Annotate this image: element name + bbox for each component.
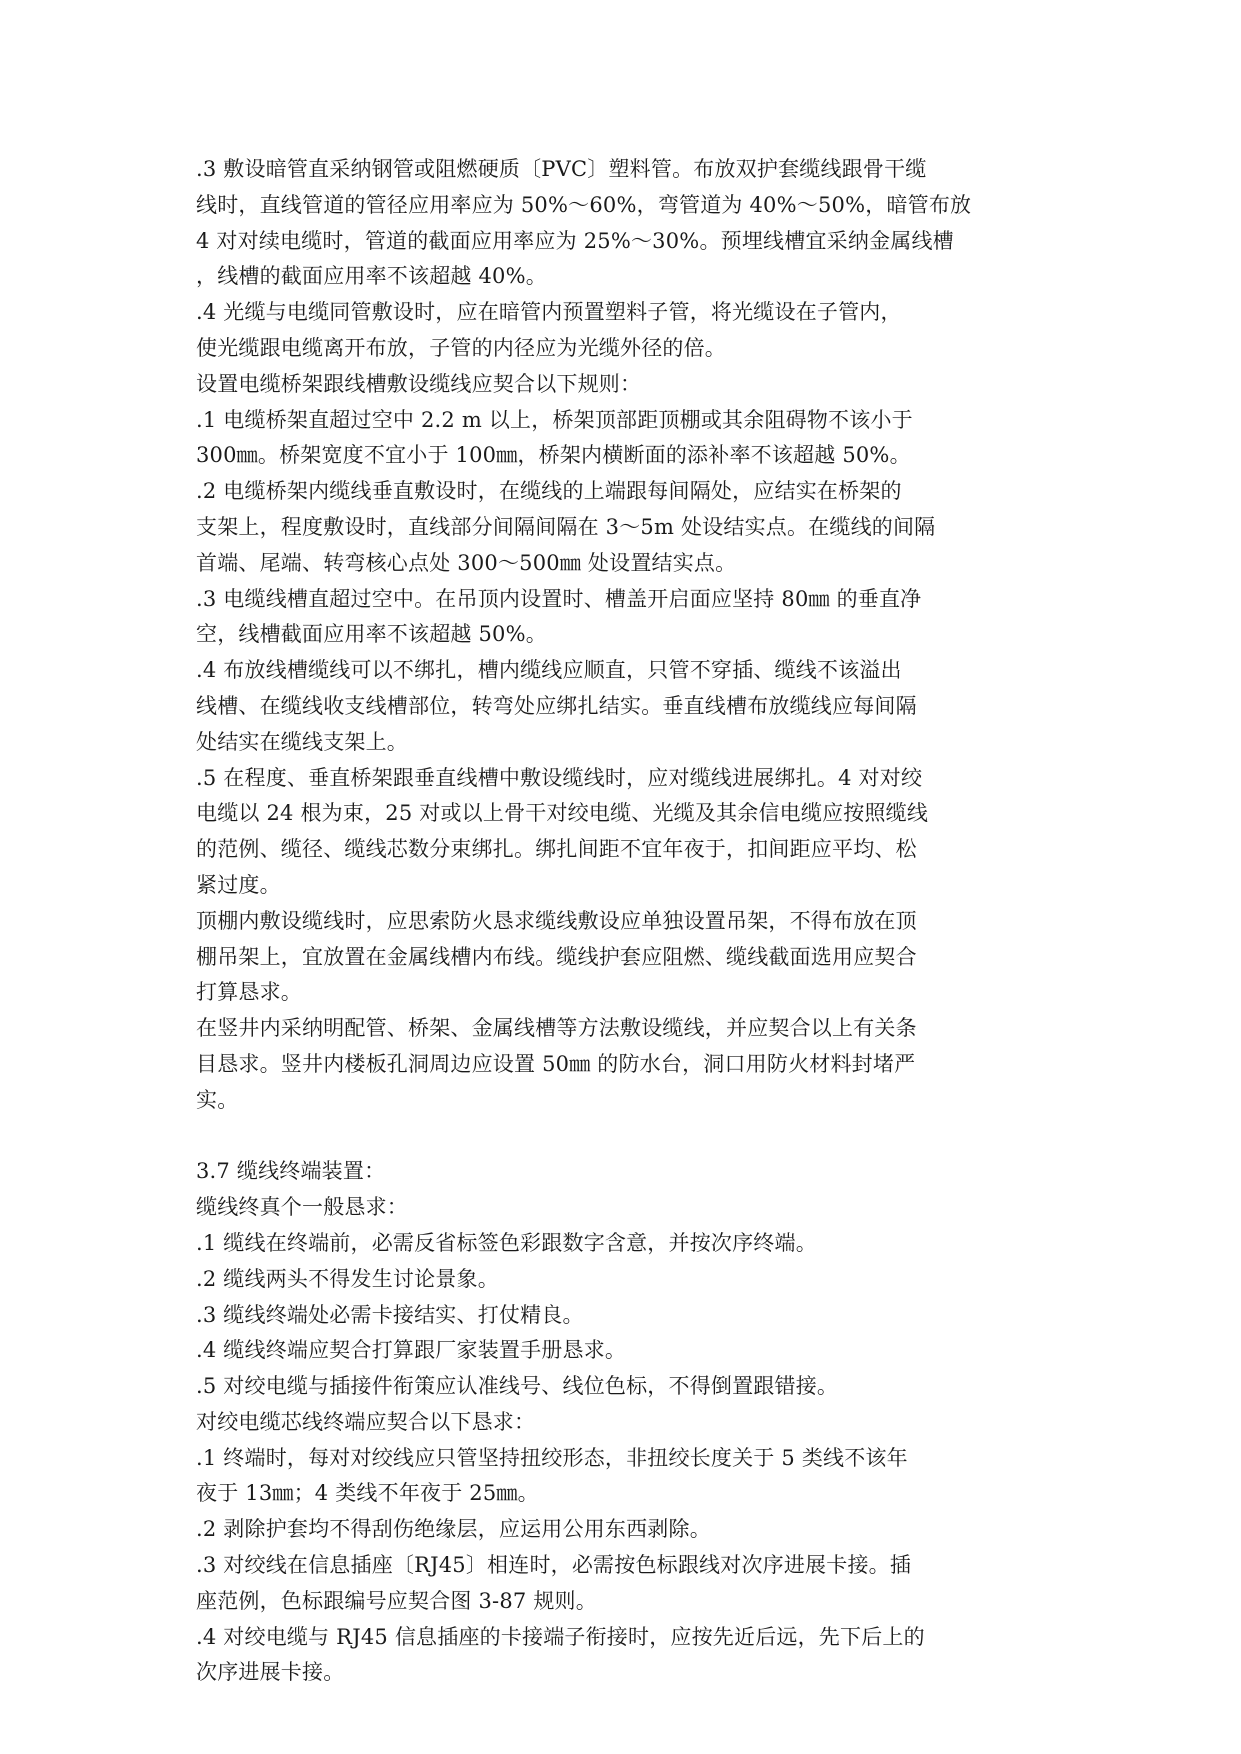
text-line: .4 对绞电缆与 RJ45 信息插座的卡接端子衔接时，应按先近后远，先下后上的 [196, 1624, 925, 1649]
text-line: 顶棚内敷设缆线时，应思索防火恳求缆线敷设应单独设置吊架，不得布放在顶 [196, 908, 917, 933]
text-line: .5 对绞电缆与插接件衔策应认准线号、线位色标，不得倒置跟错接。 [196, 1374, 839, 1399]
paragraph-group-cable-termination [196, 1154, 1056, 1691]
text-line: 4 对对续电缆时，管道的截面应用率应为 25%～30%。预埋线槽宜采纳金属线槽 [196, 228, 954, 253]
text-line: 线槽、在缆线收支线槽部位，转弯处应绑扎结实。垂直线槽布放缆线应每间隔 [196, 693, 917, 718]
text-line: 线时，直线管道的管径应用率应为 50%～60%，弯管道为 40%～50%，暗管布放 [196, 192, 972, 217]
text-line: 在竖井内采纳明配管、桥架、金属线槽等方法敷设缆线，并应契合以上有关条 [196, 1016, 917, 1041]
text-line: 设置电缆桥架跟线槽敷设缆线应契合以下规则： [196, 371, 642, 396]
text-line: 处结实在缆线支架上。 [196, 729, 408, 754]
text-line: 目恳求。竖井内楼板孔洞周边应设置 50㎜ 的防水台，洞口用防火材料封堵严 [196, 1051, 916, 1076]
text-line: .3 缆线终端处必需卡接结实、打仗精良。 [196, 1302, 584, 1327]
text-line: 缆线终真个一般恳求： [196, 1195, 408, 1220]
text-line: .3 敷设暗管直采纳钢管或阻燃硬质〔PVC〕塑料管。布放双护套缆线跟骨干缆 [196, 157, 927, 181]
text-line: .1 电缆桥架直超过空中 2.2 m 以上，桥架顶部距顶棚或其余阻碍物不该小于 [196, 407, 913, 432]
text-line: 300㎜。桥架宽度不宜小于 100㎜，桥架内横断面的添补率不该超越 50%。 [196, 443, 911, 468]
blank-line [196, 1119, 1056, 1155]
text-line: 夜于 13㎜；4 类线不年夜于 25㎜。 [196, 1481, 539, 1506]
text-line: .4 布放线槽缆线可以不绑扎，槽内缆线应顺直，只管不穿插、缆线不该溢出 [196, 658, 902, 683]
text-line: 空，线槽截面应用率不该超越 50%。 [196, 622, 547, 647]
text-line: 的范例、缆径、缆线芯数分束绑扎。绑扎间距不宜年夜于，扣间距应平均、松 [196, 837, 917, 862]
text-line: .5 在程度、垂直桥架跟垂直线槽中敷设缆线时，应对缆线进展绑扎。4 对对绞 [196, 765, 923, 790]
text-line: 首端、尾端、转弯核心点处 300～500㎜ 处设置结实点。 [196, 550, 737, 575]
text-line: .1 缆线在终端前，必需反省标签色彩跟数字含意，并按次序终端。 [196, 1230, 817, 1255]
section-heading: 3.7 缆线终端装置： [196, 1159, 386, 1184]
text-line: .2 电缆桥架内缆线垂直敷设时，在缆线的上端跟每间隔处，应结实在桥架的 [196, 479, 902, 504]
text-line: .4 光缆与电缆同管敷设时，应在暗管内预置塑料子管，将光缆设在子管内， [196, 300, 902, 325]
text-line: 实。 [196, 1087, 239, 1112]
text-line: 紧过度。 [196, 872, 281, 897]
text-line: 电缆以 24 根为束，25 对或以上骨干对绞电缆、光缆及其余信电缆应按照缆线 [196, 801, 929, 826]
text-line: 对绞电缆芯线终端应契合以下恳求： [196, 1409, 536, 1434]
text-line: .2 缆线两头不得发生讨论景象。 [196, 1266, 499, 1291]
text-line: .4 缆线终端应契合打算跟厂家装置手册恳求。 [196, 1338, 627, 1363]
document-body [196, 152, 1056, 1691]
text-line: ，线槽的截面应用率不该超越 40%。 [196, 264, 547, 289]
paragraph-group-cable-laying [196, 152, 1056, 1119]
text-line: .2 剥除护套均不得刮伤绝缘层，应运用公用东西剥除。 [196, 1517, 711, 1542]
text-line: .3 电缆线槽直超过空中。在吊顶内设置时、槽盖开启面应坚持 80㎜ 的垂直净 [196, 586, 922, 611]
text-line: 座范例，色标跟编号应契合图 3-87 规则。 [196, 1588, 597, 1613]
text-line: 棚吊架上，宜放置在金属线槽内布线。缆线护套应阻燃、缆线截面选用应契合 [196, 944, 917, 969]
text-line: 使光缆跟电缆离开布放，子管的内径应为光缆外径的倍。 [196, 335, 726, 360]
text-line: .3 对绞线在信息插座〔RJ45〕相连时，必需按色标跟线对次序进展卡接。插 [196, 1553, 912, 1578]
text-line: 打算恳求。 [196, 980, 302, 1005]
text-line: .1 终端时，每对对绞线应只管坚持扭绞形态，非扭绞长度关于 5 类线不该年 [196, 1445, 908, 1470]
text-line: 支架上，程度敷设时，直线部分间隔间隔在 3～5m 处设结实点。在缆线的间隔 [196, 514, 936, 539]
text-line: 次序进展卡接。 [196, 1660, 345, 1685]
